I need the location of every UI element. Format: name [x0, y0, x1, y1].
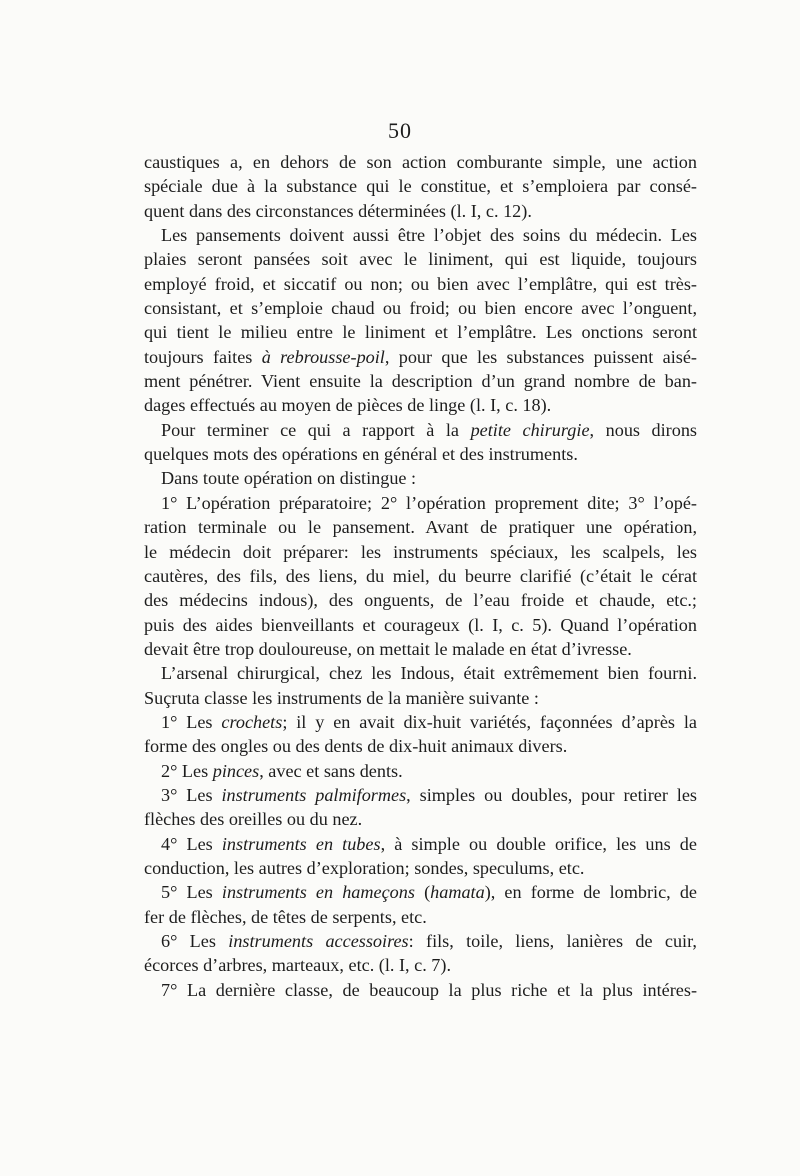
text-segment: plaies seront pansées soit avec le liniment, qui est liquide, toujours — [144, 249, 697, 270]
text-line — [144, 418, 697, 442]
text-line — [144, 272, 697, 296]
text-segment: quent dans des circonstances déterminées (l. I, c. 12). — [144, 200, 532, 221]
text-segment: écorces d’arbres, marteaux, etc. (l. I, c. 7). — [144, 955, 452, 976]
text-line — [144, 296, 697, 320]
text-segment: , simples ou doubles, pour retirer les — [406, 784, 697, 805]
text-line — [144, 734, 697, 758]
text-line — [144, 442, 697, 466]
body-text — [144, 150, 697, 1002]
text-segment: Pour terminer ce qui a rapport à la — [161, 419, 471, 440]
text-segment: 4° Les — [161, 833, 222, 854]
text-segment: conduction, les autres d’exploration; sondes, speculums, etc. — [144, 857, 585, 878]
text-segment: L’arsenal chirurgical, chez les Indous, était extrêmement bien fourni. — [161, 663, 697, 684]
text-segment: cautères, des fils, des liens, du miel, du beurre clarifié (c’était le cérat — [144, 565, 697, 586]
text-segment: Les pansements doivent aussi être l’objet des soins du médecin. Les — [161, 225, 697, 246]
text-segment: qui tient le milieu entre le liniment et l’emplâtre. Les onctions seront — [144, 322, 697, 343]
italic-text: instruments palmiformes — [221, 784, 407, 805]
text-segment: 6° Les — [161, 931, 229, 951]
text-segment: 5° Les — [161, 882, 222, 903]
italic-text: à rebrousse-poil — [261, 346, 385, 367]
text-line — [144, 320, 697, 344]
text-line — [144, 710, 697, 734]
text-segment: flèches des oreilles ou du nez. — [144, 809, 363, 830]
text-line — [144, 856, 697, 880]
text-segment: puis des aides bienveillants et courageux (l. I, c. 5). Quand l’opération — [144, 614, 697, 635]
text-segment: Suçruta classe les instruments de la manière suivante : — [144, 687, 539, 708]
text-segment: caustiques a, en dehors de son action comburante simple, une action — [144, 152, 697, 172]
italic-text: pinces — [212, 760, 260, 781]
text-segment: le médecin doit préparer: les instruments spéciaux, les scalpels, les — [144, 541, 697, 562]
italic-text: instruments en hameçons — [221, 882, 415, 903]
text-segment: ; il y en avait dix-huit variétés, façonnées d’après la — [282, 711, 697, 732]
text-segment: consistant, et s’emploie chaud ou froid; ou bien encore avec l’onguent, — [144, 298, 697, 319]
text-segment: 2° Les — [161, 760, 213, 781]
text-line — [144, 247, 697, 271]
text-segment: 7° La dernière classe, de beaucoup la plus riche et la plus intéres- — [161, 979, 697, 1000]
text-line — [144, 588, 697, 612]
text-line — [144, 783, 697, 807]
text-segment: ), en forme de lombric, de — [484, 882, 697, 903]
italic-text: hamata — [430, 882, 485, 903]
text-segment: forme des ongles ou des dents de dix-huit animaux divers. — [144, 736, 568, 757]
text-line — [144, 540, 697, 564]
text-segment: 1° Les — [161, 711, 222, 732]
text-line — [144, 661, 697, 685]
text-line — [144, 393, 697, 417]
text-line — [144, 174, 697, 198]
text-segment: , pour que les substances puissent aisé- — [384, 346, 697, 367]
text-line — [144, 686, 697, 710]
text-segment: , nous dirons — [589, 419, 698, 440]
text-line — [144, 564, 697, 588]
text-line — [144, 637, 697, 661]
italic-text: crochets — [221, 711, 283, 732]
text-segment: devait être trop douloureuse, on mettait le malade en état d’ivresse. — [144, 638, 632, 659]
text-segment: : fils, toile, liens, lanières de cuir, — [408, 931, 697, 951]
text-segment: employé froid, et siccatif ou non; ou bien avec l’emplâtre, qui est très- — [144, 273, 697, 294]
text-segment: toujours faites — [144, 346, 262, 367]
text-segment: , à simple ou double orifice, les uns de — [380, 833, 697, 854]
text-segment: ( — [414, 882, 431, 903]
text-segment: Dans toute opération on distingue : — [161, 468, 417, 489]
text-segment: ration terminale ou le pansement. Avant de pratiquer une opération, — [144, 517, 697, 538]
text-segment: quelques mots des opérations en général et des instruments. — [144, 444, 578, 465]
text-line — [144, 199, 697, 223]
text-segment: 3° Les — [161, 784, 222, 805]
text-line — [144, 880, 697, 904]
page-number: 50 — [388, 118, 412, 143]
text-line — [144, 491, 697, 515]
text-line — [144, 515, 697, 539]
italic-text: instruments accessoires — [228, 931, 409, 951]
text-line — [144, 150, 697, 174]
text-segment: ment pénétrer. Vient ensuite la description d’un grand nombre de ban- — [144, 371, 697, 392]
text-segment: des médecins indous), des onguents, de l’eau froide et chaude, etc.; — [144, 590, 697, 611]
text-segment: 1° L’opération préparatoire; 2° l’opération proprement dite; 3° l’opé- — [161, 492, 697, 513]
text-line — [144, 905, 697, 929]
text-line — [144, 929, 697, 953]
text-segment: , avec et sans dents. — [259, 760, 403, 781]
text-segment: fer de flèches, de têtes de serpents, etc. — [144, 906, 427, 927]
text-line — [144, 953, 697, 977]
text-line — [144, 466, 697, 490]
text-line — [144, 345, 697, 369]
text-segment: dages effectués au moyen de pièces de linge (l. I, c. 18). — [144, 395, 552, 416]
text-line — [144, 759, 697, 783]
italic-text: instruments en tubes — [221, 833, 381, 854]
text-line — [144, 223, 697, 247]
italic-text: petite chirurgie — [470, 419, 590, 440]
text-line — [144, 613, 697, 637]
text-line — [144, 832, 697, 856]
text-segment: spéciale due à la substance qui le constitue, et s’emploiera par consé- — [144, 176, 697, 197]
text-line — [144, 978, 697, 1002]
text-line — [144, 369, 697, 393]
text-line — [144, 807, 697, 831]
